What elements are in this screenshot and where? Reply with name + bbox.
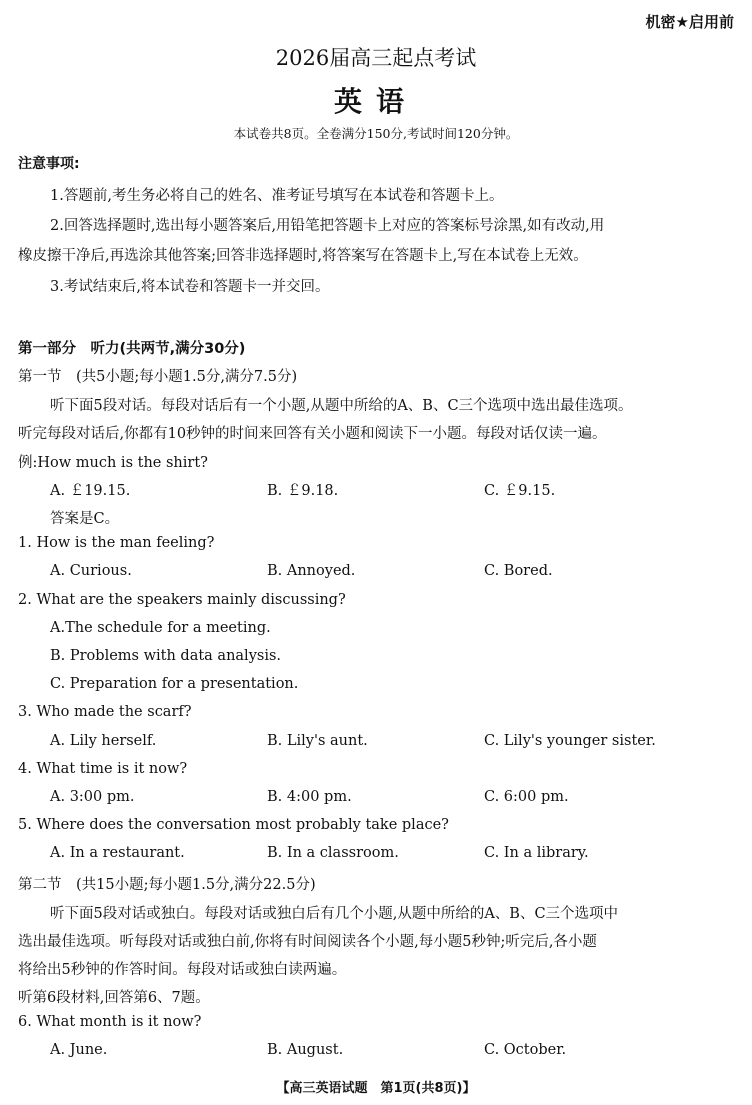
q3-option-b: B. Lily's aunt. [267, 733, 368, 749]
section1-instruction-line-1: 听下面5段对话。每段对话后有一个小题,从题中所给的A、B、C三个选项中选出最佳选项。 [50, 398, 633, 414]
part1-heading: 第一部分 听力(共两节,满分30分) [18, 341, 246, 357]
q1-option-b: B. Annoyed. [267, 563, 356, 579]
section2-instruction-line-3: 将给出5秒钟的作答时间。每段对话或独白读两遍。 [18, 962, 347, 978]
q1-option-a: A. Curious. [50, 563, 132, 579]
q6-option-b: B. August. [267, 1042, 344, 1058]
q1-question: 1. How is the man feeling? [18, 535, 215, 551]
q5-option-c: C. In a library. [484, 845, 589, 861]
q5-option-b: B. In a classroom. [267, 845, 399, 861]
notes-item-2-line-2: 橡皮擦干净后,再选涂其他答案;回答非选择题时,将答案写在答题卡上,写在本试卷上无效。 [18, 248, 588, 264]
q4-option-b: B. 4:00 pm. [267, 789, 352, 805]
q2-option-c: C. Preparation for a presentation. [50, 676, 299, 692]
section2-instruction-line-1: 听下面5段对话或独白。每段对话或独白后有几个小题,从题中所给的A、B、C三个选项中 [50, 906, 619, 922]
notes-heading: 注意事项: [18, 156, 80, 172]
q3-option-c: C. Lily's younger sister. [484, 733, 656, 749]
q1-option-c: C. Bored. [484, 563, 553, 579]
q4-question: 4. What time is it now? [18, 761, 188, 777]
section1-instruction-line-2: 听完每段对话后,你都有10秒钟的时间来回答有关小题和阅读下一小题。每段对话仅读一遍。 [18, 426, 607, 442]
q2-question: 2. What are the speakers mainly discussing? [18, 592, 346, 608]
q2-option-b: B. Problems with data analysis. [50, 648, 282, 664]
notes-item-3: 3.考试结束后,将本试卷和答题卡一并交回。 [50, 279, 330, 295]
exam-title: 2026届高三起点考试 [275, 46, 477, 70]
example-answer: 答案是C。 [50, 511, 120, 527]
section2-heading: 第二节 (共15小题;每小题1.5分,满分22.5分) [18, 877, 316, 893]
q5-option-a: A. In a restaurant. [50, 845, 185, 861]
material-6-label: 听第6段材料,回答第6、7题。 [18, 990, 210, 1006]
q4-option-a: A. 3:00 pm. [50, 789, 135, 805]
page-footer: 【高三英语试题 第1页(共8页)】 [276, 1081, 476, 1096]
q4-option-c: C. 6:00 pm. [484, 789, 569, 805]
q6-question: 6. What month is it now? [18, 1014, 202, 1030]
q6-option-a: A. June. [50, 1042, 108, 1058]
example-option-b: B. ￡9.18. [267, 483, 339, 499]
q6-option-c: C. October. [484, 1042, 567, 1058]
notes-item-2-line-1: 2.回答选择题时,选出每小题答案后,用铅笔把答题卡上对应的答案标号涂黑,如有改动,用 [50, 218, 605, 234]
confidential-label: 机密★启用前 [645, 13, 734, 31]
example-question: 例:How much is the shirt? [18, 455, 208, 471]
notes-item-1: 1.答题前,考生务必将自己的姓名、准考证号填写在本试卷和答题卡上。 [50, 188, 504, 204]
example-option-a: A. ￡19.15. [50, 483, 131, 499]
section1-heading: 第一节 (共5小题;每小题1.5分,满分7.5分) [18, 369, 298, 385]
exam-info: 本试卷共8页。全卷满分150分,考试时间120分钟。 [233, 126, 519, 141]
q3-question: 3. Who made the scarf? [18, 704, 192, 720]
section2-instruction-line-2: 选出最佳选项。听每段对话或独白前,你将有时间阅读各个小题,每小题5秒钟;听完后,各小题 [18, 934, 597, 950]
q3-option-a: A. Lily herself. [50, 733, 157, 749]
q5-question: 5. Where does the conversation most probably take place? [18, 817, 449, 833]
q2-option-a: A.The schedule for a meeting. [50, 620, 271, 636]
subject-title: 英语 [333, 85, 418, 118]
example-option-c: C. ￡9.15. [484, 483, 556, 499]
